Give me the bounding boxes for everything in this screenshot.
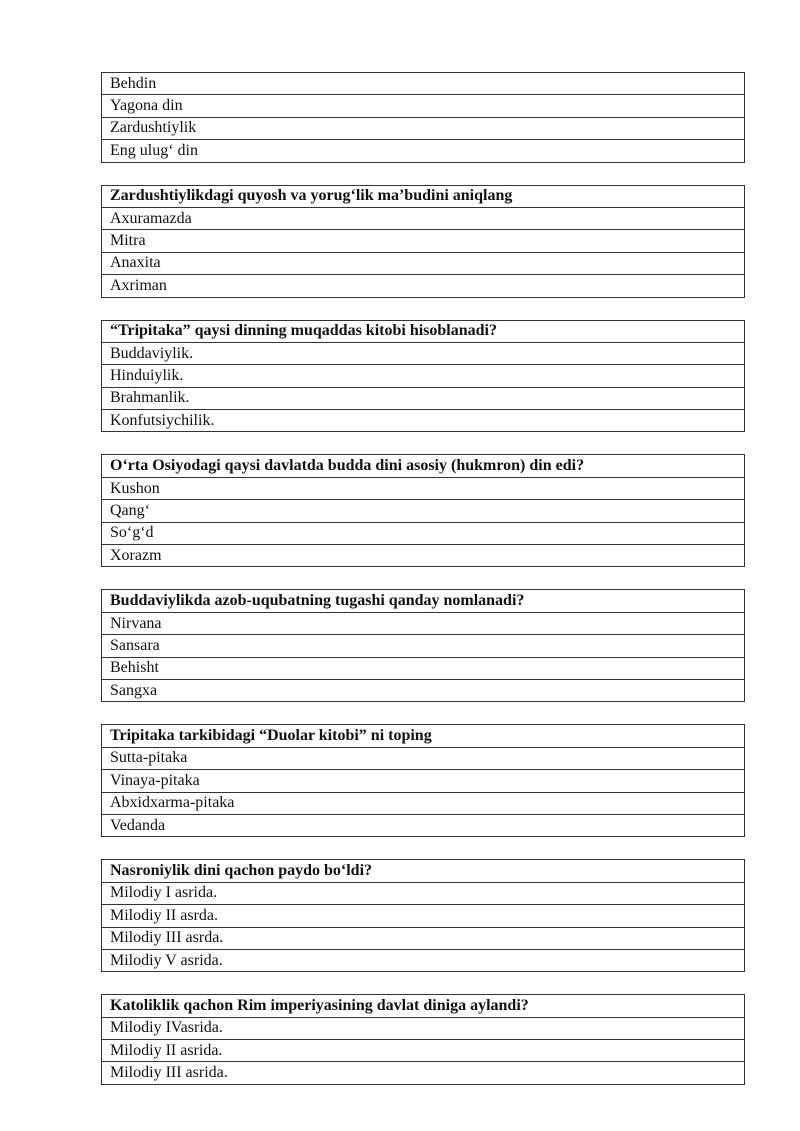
option-text: Milodiy III asrida. [102,1062,745,1084]
option-row [102,365,745,387]
question-block-2 [101,185,745,298]
option-row [102,275,745,297]
option-text: Axriman [102,275,745,297]
question-block-6 [101,724,745,837]
question-text: Zardushtiylikdagi quyosh va yorug‘lik ma’budini aniqlang [102,185,745,207]
option-row [102,95,745,117]
option-text: Milodiy II asrda. [102,905,745,927]
question-block-1 [101,72,745,163]
option-text: Milodiy V asrida. [102,949,745,971]
question-block-4 [101,454,745,567]
quiz-page [101,72,745,1107]
option-row [102,477,745,499]
option-row [102,747,745,769]
option-row [102,73,745,95]
option-row [102,612,745,634]
option-row [102,545,745,567]
option-row [102,792,745,814]
option-row [102,522,745,544]
option-text: Behdin [102,73,745,95]
option-row [102,230,745,252]
option-row [102,117,745,139]
question-row [102,995,745,1017]
question-text: Katoliklik qachon Rim imperiyasining davlat diniga aylandi? [102,995,745,1017]
option-text: Sangxa [102,679,745,701]
option-row [102,410,745,432]
option-text: Eng ulug‘ din [102,140,745,162]
option-text: Milodiy II asrida. [102,1040,745,1062]
option-text: Brahmanlik. [102,387,745,409]
option-text: Abxidxarma-pitaka [102,792,745,814]
option-row [102,500,745,522]
option-text: So‘g‘d [102,522,745,544]
question-row [102,185,745,207]
question-row [102,320,745,342]
option-text: Vedanda [102,814,745,836]
option-row [102,657,745,679]
question-row [102,455,745,477]
question-row [102,590,745,612]
option-text: Buddaviylik. [102,342,745,364]
option-text: Sansara [102,635,745,657]
option-text: Hinduiylik. [102,365,745,387]
question-text: Nasroniylik dini qachon paydo bo‘ldi? [102,860,745,882]
question-block-7 [101,859,745,972]
question-text: Buddaviylikda azob-uqubatning tugashi qanday nomlanadi? [102,590,745,612]
option-text: Zardushtiylik [102,117,745,139]
option-text: Axuramazda [102,207,745,229]
option-text: Anaxita [102,252,745,274]
option-text: Nirvana [102,612,745,634]
option-row [102,207,745,229]
question-row [102,860,745,882]
option-text: Milodiy IVasrida. [102,1017,745,1039]
option-text: Milodiy I asrida. [102,882,745,904]
option-row [102,1017,745,1039]
option-row [102,679,745,701]
option-row [102,770,745,792]
option-text: Kushon [102,477,745,499]
option-row [102,814,745,836]
option-row [102,949,745,971]
option-row [102,1040,745,1062]
option-row [102,387,745,409]
question-block-8 [101,994,745,1085]
option-text: Qang‘ [102,500,745,522]
question-row [102,725,745,747]
option-text: Behisht [102,657,745,679]
option-row [102,140,745,162]
option-row [102,927,745,949]
option-text: Yagona din [102,95,745,117]
option-row [102,882,745,904]
option-text: Vinaya-pitaka [102,770,745,792]
question-text: Tripitaka tarkibidagi “Duolar kitobi” ni toping [102,725,745,747]
option-row [102,252,745,274]
question-block-5 [101,589,745,702]
option-row [102,342,745,364]
option-text: Xorazm [102,545,745,567]
question-block-3 [101,320,745,433]
option-text: Sutta-pitaka [102,747,745,769]
option-text: Mitra [102,230,745,252]
question-text: “Tripitaka” qaysi dinning muqaddas kitobi hisoblanadi? [102,320,745,342]
option-text: Konfutsiychilik. [102,410,745,432]
option-row [102,905,745,927]
option-row [102,635,745,657]
option-row [102,1062,745,1084]
option-text: Milodiy III asrda. [102,927,745,949]
question-text: O‘rta Osiyodagi qaysi davlatda budda dini asosiy (hukmron) din edi? [102,455,745,477]
